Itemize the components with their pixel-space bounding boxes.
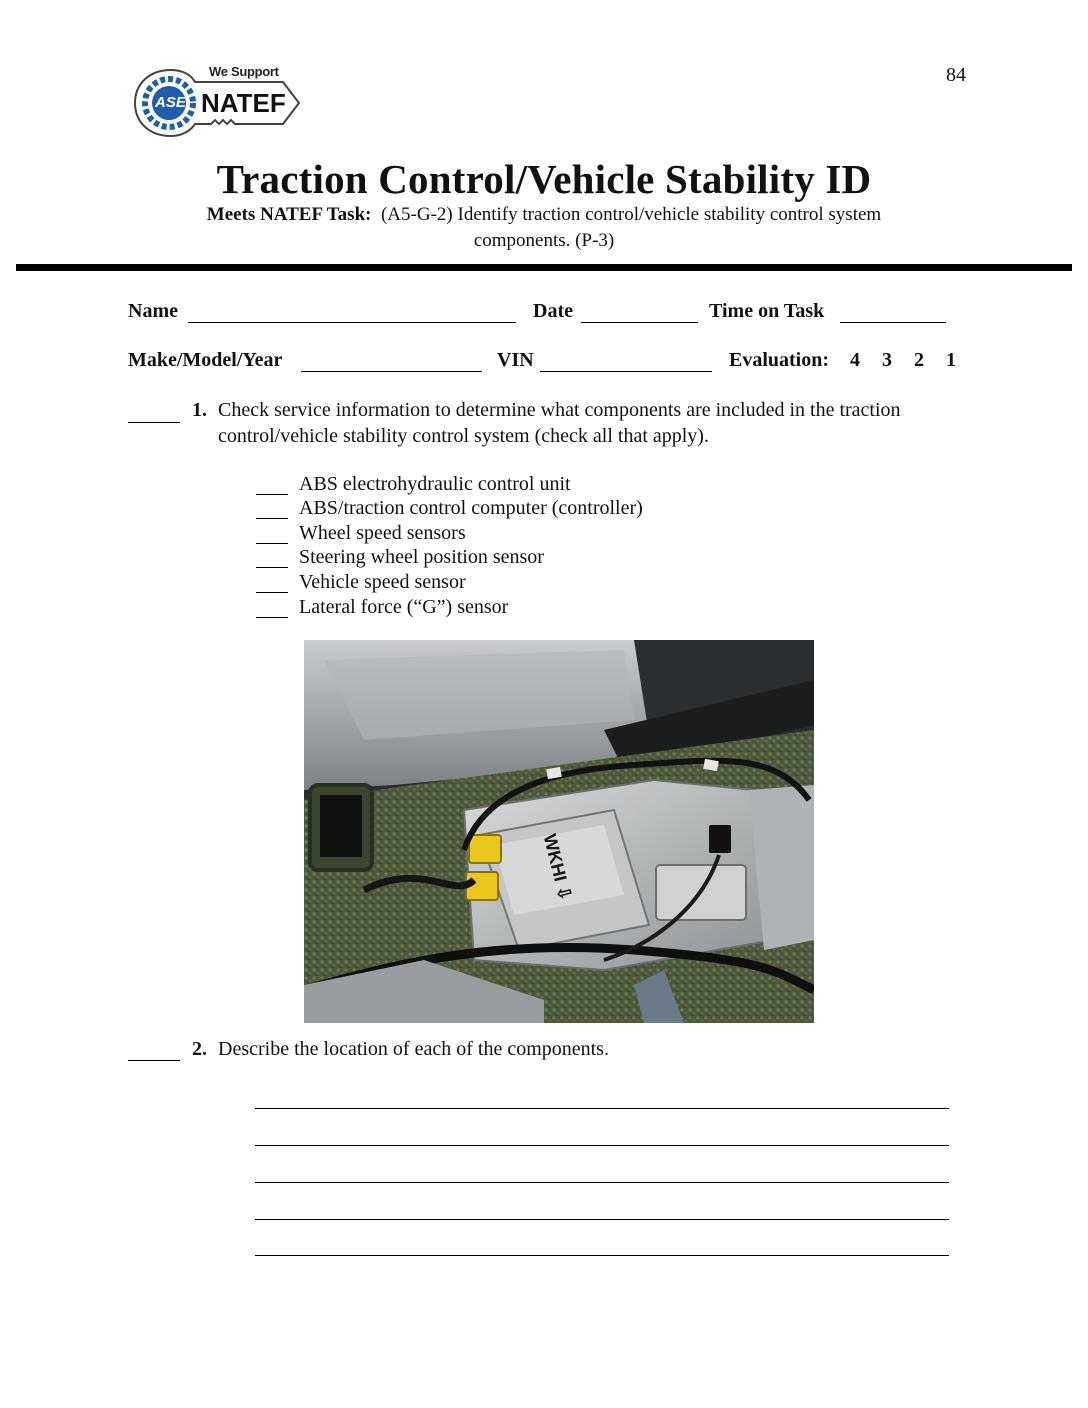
checklist-item: Lateral force (“G”) sensor: [299, 596, 509, 618]
item-1-text-line1: Check service information to determine what components are included in the traction: [218, 399, 901, 421]
check-blank[interactable]: [256, 518, 288, 519]
answer-line[interactable]: [255, 1255, 949, 1256]
task-text-line1: (A5-G-2) Identify traction control/vehicle stability control system: [380, 204, 882, 225]
header-divider: [16, 264, 1072, 271]
checklist-item: ABS/traction control computer (controller): [299, 497, 643, 519]
time-on-task-field[interactable]: [840, 322, 946, 323]
make-model-year-field[interactable]: [301, 371, 482, 372]
item-2-text: Describe the location of each of the components.: [218, 1038, 609, 1060]
answer-line[interactable]: [255, 1108, 949, 1109]
control-module-photo: [304, 640, 814, 1023]
page-title: Traction Control/Vehicle Stability ID: [216, 156, 872, 202]
logo-tagline: We Support: [209, 64, 279, 79]
vin-field[interactable]: [540, 371, 712, 372]
task-label: Meets NATEF Task:: [206, 204, 372, 225]
evaluation-score-3[interactable]: 3: [882, 349, 892, 371]
item-2-number: 2.: [192, 1038, 207, 1060]
checklist-item: Vehicle speed sensor: [299, 571, 466, 593]
check-blank[interactable]: [256, 592, 288, 593]
evaluation-score-4[interactable]: 4: [850, 349, 860, 371]
logo-brand: NATEF: [201, 88, 286, 118]
item-1-number: 1.: [192, 399, 207, 421]
item-1-text-line2: control/vehicle stability control system (check all that apply).: [218, 425, 709, 447]
check-blank[interactable]: [256, 543, 288, 544]
natef-logo: [131, 62, 303, 144]
check-blank[interactable]: [256, 567, 288, 568]
name-label: Name: [128, 300, 178, 322]
item-2-score-blank[interactable]: [128, 1060, 180, 1061]
task-text-line2: components. (P-3): [473, 230, 615, 251]
answer-line[interactable]: [255, 1145, 949, 1146]
date-field[interactable]: [581, 322, 698, 323]
vin-label: VIN: [497, 349, 534, 371]
date-label: Date: [533, 300, 573, 322]
task-statement: [0, 204, 1088, 226]
evaluation-score-1[interactable]: 1: [946, 349, 956, 371]
make-model-year-label: Make/Model/Year: [128, 349, 283, 371]
page-number: 84: [946, 64, 966, 86]
check-blank[interactable]: [256, 494, 288, 495]
checklist-item: Steering wheel position sensor: [299, 546, 544, 568]
evaluation-label: Evaluation:: [729, 349, 830, 371]
logo-seal-text: ASE: [155, 94, 186, 111]
check-blank[interactable]: [256, 617, 288, 618]
evaluation-score-2[interactable]: 2: [914, 349, 924, 371]
time-on-task-label: Time on Task: [709, 300, 825, 322]
checklist-item: ABS electrohydraulic control unit: [299, 473, 571, 495]
checklist-item: Wheel speed sensors: [299, 522, 466, 544]
name-field[interactable]: [188, 322, 516, 323]
answer-line[interactable]: [255, 1219, 949, 1220]
item-1-score-blank[interactable]: [128, 422, 180, 423]
answer-line[interactable]: [255, 1182, 949, 1183]
module-label: WKHI ⇩: [539, 832, 576, 903]
